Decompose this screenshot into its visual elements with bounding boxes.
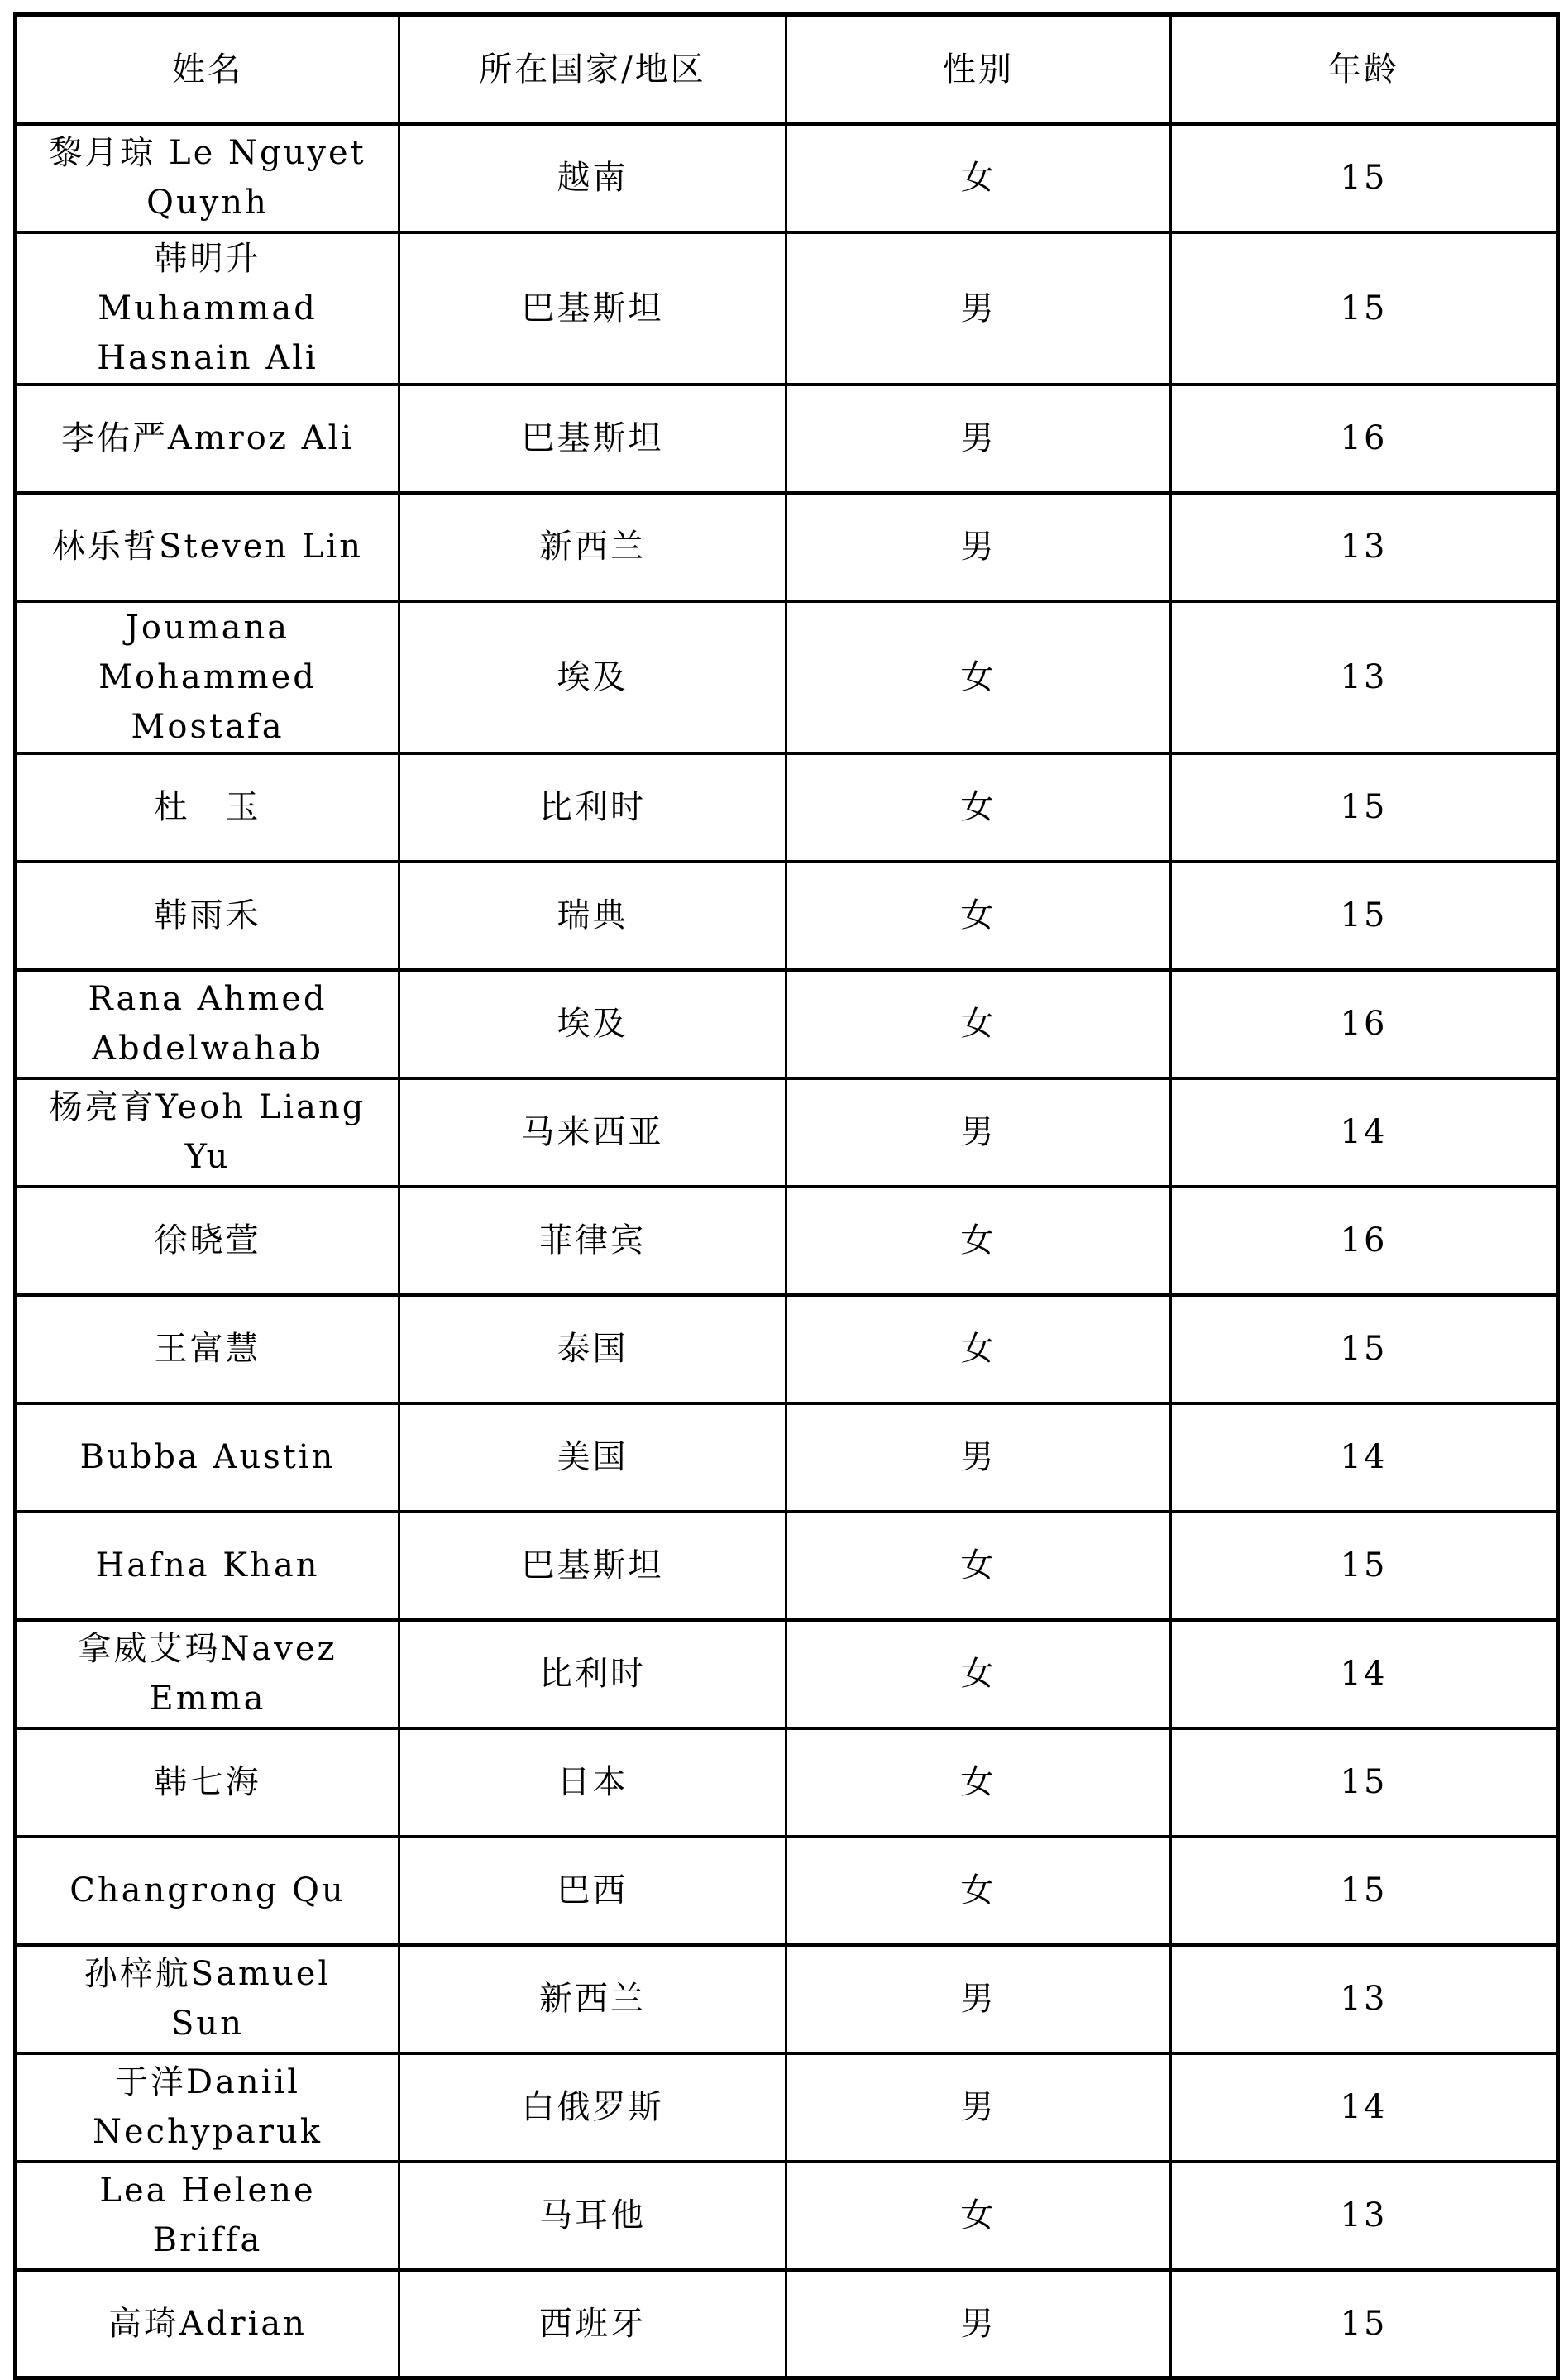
name-cell: 韩雨禾 — [16, 862, 399, 970]
country-cell: 马来西亚 — [399, 1078, 786, 1187]
name-cell: 徐晓萱 — [16, 1187, 399, 1295]
age-cell: 13 — [1171, 2162, 1558, 2270]
table-row — [16, 2053, 1558, 2162]
gender-cell: 女 — [786, 1295, 1171, 1403]
header-age: 年龄 — [1171, 15, 1558, 124]
name-cell: 林乐哲Steven Lin — [16, 493, 399, 601]
name-cell: Bubba Austin — [16, 1403, 399, 1512]
gender-cell: 男 — [786, 493, 1171, 601]
country-cell: 越南 — [399, 124, 786, 232]
table-header — [16, 15, 1558, 124]
country-cell: 马耳他 — [399, 2162, 786, 2270]
country-cell: 巴基斯坦 — [399, 385, 786, 493]
country-cell: 比利时 — [399, 753, 786, 862]
table-row — [16, 1945, 1558, 2053]
gender-cell: 男 — [786, 385, 1171, 493]
name-cell: Hafna Khan — [16, 1512, 399, 1620]
country-cell: 埃及 — [399, 970, 786, 1078]
name-cell: 高琦Adrian — [16, 2270, 399, 2378]
gender-cell: 男 — [786, 232, 1171, 385]
gender-cell: 女 — [786, 1837, 1171, 1945]
gender-cell: 女 — [786, 601, 1171, 753]
table-body — [16, 124, 1558, 2378]
age-cell: 14 — [1171, 1078, 1558, 1187]
age-cell: 15 — [1171, 2270, 1558, 2378]
age-cell: 15 — [1171, 124, 1558, 232]
table-row — [16, 1187, 1558, 1295]
table-row — [16, 1620, 1558, 1728]
name-cell: 韩七海 — [16, 1728, 399, 1837]
age-cell: 15 — [1171, 1728, 1558, 1837]
name-cell: 于洋Daniil Nechyparuk — [16, 2053, 399, 2162]
age-cell: 15 — [1171, 753, 1558, 862]
name-cell: Rana Ahmed Abdelwahab — [16, 970, 399, 1078]
age-cell: 13 — [1171, 601, 1558, 753]
gender-cell: 男 — [786, 1945, 1171, 2053]
table-row — [16, 601, 1558, 753]
table-row — [16, 1295, 1558, 1403]
name-cell: Joumana Mohammed Mostafa — [16, 601, 399, 753]
country-cell: 西班牙 — [399, 2270, 786, 2378]
country-cell: 泰国 — [399, 1295, 786, 1403]
age-cell: 15 — [1171, 1295, 1558, 1403]
age-cell: 14 — [1171, 1620, 1558, 1728]
gender-cell: 女 — [786, 862, 1171, 970]
age-cell: 15 — [1171, 862, 1558, 970]
name-cell: 李佑严Amroz Ali — [16, 385, 399, 493]
table-row — [16, 1512, 1558, 1620]
gender-cell: 男 — [786, 2270, 1171, 2378]
gender-cell: 男 — [786, 2053, 1171, 2162]
name-cell: 韩明升Muhammad Hasnain Ali — [16, 232, 399, 385]
name-cell: 孙梓航Samuel Sun — [16, 1945, 399, 2053]
gender-cell: 女 — [786, 970, 1171, 1078]
table-row — [16, 124, 1558, 232]
name-cell: Lea Helene Briffa — [16, 2162, 399, 2270]
country-cell: 巴基斯坦 — [399, 1512, 786, 1620]
country-cell: 菲律宾 — [399, 1187, 786, 1295]
country-cell: 日本 — [399, 1728, 786, 1837]
age-cell: 15 — [1171, 232, 1558, 385]
table-row — [16, 1403, 1558, 1512]
country-cell: 瑞典 — [399, 862, 786, 970]
age-cell: 16 — [1171, 970, 1558, 1078]
table-row — [16, 970, 1558, 1078]
name-cell: 王富慧 — [16, 1295, 399, 1403]
age-cell: 14 — [1171, 2053, 1558, 2162]
table-row — [16, 862, 1558, 970]
country-cell: 白俄罗斯 — [399, 2053, 786, 2162]
gender-cell: 女 — [786, 124, 1171, 232]
header-gender: 性别 — [786, 15, 1171, 124]
age-cell: 16 — [1171, 1187, 1558, 1295]
age-cell: 15 — [1171, 1512, 1558, 1620]
table-row — [16, 493, 1558, 601]
header-row — [16, 15, 1558, 124]
name-cell: 拿威艾玛Navez Emma — [16, 1620, 399, 1728]
country-cell: 新西兰 — [399, 1945, 786, 2053]
header-country: 所在国家/地区 — [399, 15, 786, 124]
country-cell: 美国 — [399, 1403, 786, 1512]
country-cell: 巴基斯坦 — [399, 232, 786, 385]
gender-cell: 女 — [786, 2162, 1171, 2270]
table-row — [16, 2162, 1558, 2270]
gender-cell: 女 — [786, 1512, 1171, 1620]
table-row — [16, 2270, 1558, 2378]
name-cell: Changrong Qu — [16, 1837, 399, 1945]
table-row — [16, 232, 1558, 385]
table-row — [16, 753, 1558, 862]
table-row — [16, 1837, 1558, 1945]
age-cell: 14 — [1171, 1403, 1558, 1512]
gender-cell: 男 — [786, 1078, 1171, 1187]
table-row — [16, 1728, 1558, 1837]
gender-cell: 男 — [786, 1403, 1171, 1512]
country-cell: 新西兰 — [399, 493, 786, 601]
country-cell: 埃及 — [399, 601, 786, 753]
table-row — [16, 385, 1558, 493]
name-cell: 黎月琼 Le Nguyet Quynh — [16, 124, 399, 232]
age-cell: 16 — [1171, 385, 1558, 493]
name-cell: 杜 玉 — [16, 753, 399, 862]
age-cell: 13 — [1171, 1945, 1558, 2053]
name-cell: 杨亮育Yeoh Liang Yu — [16, 1078, 399, 1187]
table-row — [16, 1078, 1558, 1187]
gender-cell: 女 — [786, 1728, 1171, 1837]
gender-cell: 女 — [786, 1187, 1171, 1295]
gender-cell: 女 — [786, 753, 1171, 862]
header-name: 姓名 — [16, 15, 399, 124]
students-table — [13, 12, 1560, 2380]
country-cell: 巴西 — [399, 1837, 786, 1945]
country-cell: 比利时 — [399, 1620, 786, 1728]
gender-cell: 女 — [786, 1620, 1171, 1728]
age-cell: 13 — [1171, 493, 1558, 601]
age-cell: 15 — [1171, 1837, 1558, 1945]
